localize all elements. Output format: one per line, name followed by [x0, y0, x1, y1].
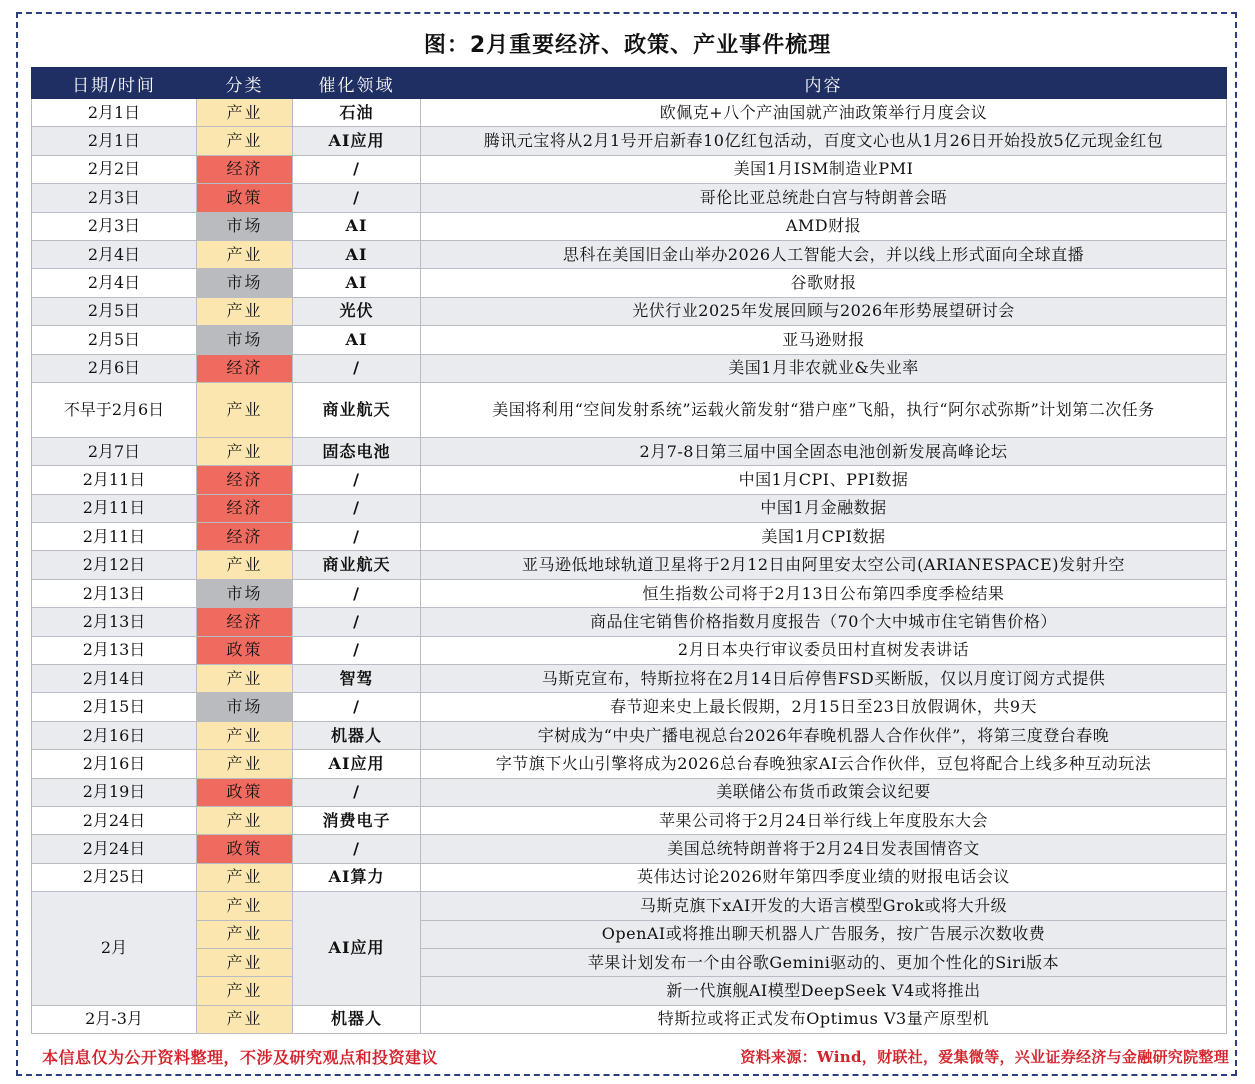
column-header-content: 内容 — [421, 68, 1227, 99]
table-row — [32, 750, 1227, 778]
field-cell: / — [293, 835, 421, 863]
field-cell: AI — [293, 212, 421, 240]
date-cell: 2月 — [32, 892, 197, 1006]
field-cell: / — [293, 693, 421, 721]
content-cell: 马斯克旗下xAI开发的大语言模型Grok或将大升级 — [421, 892, 1227, 920]
field-cell: / — [293, 155, 421, 183]
table-row — [32, 354, 1227, 382]
column-header-date: 日期/时间 — [32, 68, 197, 99]
source-note: 资料来源：Wind，财联社，爱集微等，兴业证券经济与金融研究院整理 — [740, 1048, 1229, 1066]
content-cell: 2月日本央行审议委员田村直树发表讲话 — [421, 636, 1227, 664]
content-cell: 腾讯元宝将从2月1号开启新春10亿红包活动，百度文心也从1月26日开始投放5亿元现金红包 — [421, 127, 1227, 155]
content-cell: 美国将利用“空间发射系统”运载火箭发射“猎户座”飞船，执行“阿尔忒弥斯”计划第二次任务 — [421, 382, 1227, 437]
page-title: 图：2月重要经济、政策、产业事件梳理 — [423, 33, 832, 58]
content-cell: 哥伦比亚总统赴白宫与特朗普会晤 — [421, 184, 1227, 212]
content-cell: 中国1月金融数据 — [421, 494, 1227, 522]
date-cell: 2月1日 — [32, 99, 197, 127]
content-cell: 春节迎来史上最长假期，2月15日至23日放假调休，共9天 — [421, 693, 1227, 721]
table-row — [32, 297, 1227, 325]
content-cell: 宇树成为“中央广播电视总台2026年春晚机器人合作伙伴”，将第三度登台春晚 — [421, 721, 1227, 749]
date-cell: 2月1日 — [32, 127, 197, 155]
field-cell: / — [293, 466, 421, 494]
table-row — [32, 184, 1227, 212]
date-cell: 2月3日 — [32, 184, 197, 212]
category-badge: 市场 — [197, 579, 293, 607]
field-cell: AI — [293, 240, 421, 268]
field-cell: 商业航天 — [293, 551, 421, 579]
field-cell: AI应用 — [293, 127, 421, 155]
field-cell: AI应用 — [293, 892, 421, 1006]
date-cell: 2月2日 — [32, 155, 197, 183]
table-row — [32, 437, 1227, 465]
content-cell: AMD财报 — [421, 212, 1227, 240]
table-row — [32, 127, 1227, 155]
category-badge: 经济 — [197, 155, 293, 183]
table-row — [32, 579, 1227, 607]
date-cell: 2月15日 — [32, 693, 197, 721]
date-cell: 2月13日 — [32, 636, 197, 664]
category-badge: 产业 — [197, 297, 293, 325]
date-cell: 2月6日 — [32, 354, 197, 382]
category-badge: 政策 — [197, 778, 293, 806]
table-row — [32, 382, 1227, 437]
disclaimer-note: 本信息仅为公开资料整理，不涉及研究观点和投资建议 — [42, 1048, 439, 1067]
date-cell: 2月24日 — [32, 835, 197, 863]
field-cell: / — [293, 579, 421, 607]
table-row — [32, 835, 1227, 863]
date-cell: 2月11日 — [32, 494, 197, 522]
content-cell: 苹果公司将于2月24日举行线上年度股东大会 — [421, 806, 1227, 834]
category-badge: 市场 — [197, 326, 293, 354]
table-row — [32, 721, 1227, 749]
field-cell: AI — [293, 269, 421, 297]
category-badge: 产业 — [197, 1005, 293, 1033]
table-row — [32, 1005, 1227, 1033]
field-cell: 机器人 — [293, 721, 421, 749]
content-cell: 商品住宅销售价格指数月度报告（70个大中城市住宅销售价格） — [421, 608, 1227, 636]
table-row — [32, 693, 1227, 721]
date-cell: 2月7日 — [32, 437, 197, 465]
date-cell: 2月25日 — [32, 863, 197, 891]
content-cell: 2月7-8日第三届中国全固态电池创新发展高峰论坛 — [421, 437, 1227, 465]
date-cell: 2月24日 — [32, 806, 197, 834]
category-badge: 产业 — [197, 892, 293, 920]
field-cell: 石油 — [293, 99, 421, 127]
date-cell: 2月13日 — [32, 608, 197, 636]
content-cell: 中国1月CPI、PPI数据 — [421, 466, 1227, 494]
table-row — [32, 155, 1227, 183]
content-cell: 苹果计划发布一个由谷歌Gemini驱动的、更加个性化的Siri版本 — [421, 948, 1227, 976]
category-badge: 政策 — [197, 636, 293, 664]
category-badge: 产业 — [197, 977, 293, 1005]
table-row — [32, 494, 1227, 522]
table-header-row — [32, 68, 1227, 99]
field-cell: 商业航天 — [293, 382, 421, 437]
category-badge: 经济 — [197, 354, 293, 382]
content-cell: 马斯克宣布，特斯拉将在2月14日后停售FSD买断版，仅以月度订阅方式提供 — [421, 665, 1227, 693]
content-cell: 新一代旗舰AI模型DeepSeek V4或将推出 — [421, 977, 1227, 1005]
content-cell: 思科在美国旧金山举办2026人工智能大会，并以线上形式面向全球直播 — [421, 240, 1227, 268]
content-cell: 字节旗下火山引擎将成为2026总台春晚独家AI云合作伙伴，豆包将配合上线多种互动玩法 — [421, 750, 1227, 778]
events-table — [31, 67, 1227, 1034]
category-badge: 产业 — [197, 551, 293, 579]
field-cell: / — [293, 354, 421, 382]
content-cell: 美国1月非农就业&失业率 — [421, 354, 1227, 382]
table-row — [32, 920, 1227, 948]
date-cell: 不早于2月6日 — [32, 382, 197, 437]
table-row — [32, 778, 1227, 806]
category-badge: 产业 — [197, 665, 293, 693]
category-badge: 产业 — [197, 437, 293, 465]
date-cell: 2月3日 — [32, 212, 197, 240]
category-badge: 产业 — [197, 382, 293, 437]
table-row — [32, 269, 1227, 297]
table-row — [32, 977, 1227, 1005]
content-cell: 美联储公布货币政策会议纪要 — [421, 778, 1227, 806]
field-cell: AI — [293, 326, 421, 354]
category-badge: 产业 — [197, 721, 293, 749]
date-cell: 2月4日 — [32, 240, 197, 268]
category-badge: 经济 — [197, 494, 293, 522]
date-cell: 2月19日 — [32, 778, 197, 806]
category-badge: 市场 — [197, 269, 293, 297]
content-cell: 亚马逊财报 — [421, 326, 1227, 354]
table-row — [32, 948, 1227, 976]
field-cell: / — [293, 494, 421, 522]
field-cell: AI应用 — [293, 750, 421, 778]
category-badge: 政策 — [197, 184, 293, 212]
content-cell: 欧佩克+八个产油国就产油政策举行月度会议 — [421, 99, 1227, 127]
content-cell: 特斯拉或将正式发布Optimus V3量产原型机 — [421, 1005, 1227, 1033]
table-row — [32, 892, 1227, 920]
date-cell: 2月5日 — [32, 297, 197, 325]
date-cell: 2月12日 — [32, 551, 197, 579]
date-cell: 2月5日 — [32, 326, 197, 354]
table-row — [32, 240, 1227, 268]
table-body — [32, 99, 1227, 1034]
category-badge: 产业 — [197, 99, 293, 127]
category-badge: 政策 — [197, 835, 293, 863]
field-cell: 光伏 — [293, 297, 421, 325]
table-row — [32, 326, 1227, 354]
category-badge: 产业 — [197, 750, 293, 778]
category-badge: 经济 — [197, 466, 293, 494]
field-cell: 机器人 — [293, 1005, 421, 1033]
table-row — [32, 863, 1227, 891]
field-cell: / — [293, 523, 421, 551]
category-badge: 产业 — [197, 806, 293, 834]
table-row — [32, 636, 1227, 664]
category-badge: 产业 — [197, 863, 293, 891]
category-badge: 市场 — [197, 693, 293, 721]
table-row — [32, 212, 1227, 240]
field-cell: AI算力 — [293, 863, 421, 891]
table-row — [32, 466, 1227, 494]
table-row — [32, 806, 1227, 834]
field-cell: / — [293, 778, 421, 806]
category-badge: 产业 — [197, 920, 293, 948]
content-cell: 光伏行业2025年发展回顾与2026年形势展望研讨会 — [421, 297, 1227, 325]
category-badge: 经济 — [197, 523, 293, 551]
date-cell: 2月11日 — [32, 466, 197, 494]
column-header-field: 催化领域 — [293, 68, 421, 99]
category-badge: 经济 — [197, 608, 293, 636]
date-cell: 2月16日 — [32, 750, 197, 778]
content-cell: 亚马逊低地球轨道卫星将于2月12日由阿里安太空公司(ARIANESPACE)发射升空 — [421, 551, 1227, 579]
content-cell: 恒生指数公司将于2月13日公布第四季度季检结果 — [421, 579, 1227, 607]
table-row — [32, 99, 1227, 127]
date-cell: 2月-3月 — [32, 1005, 197, 1033]
table-row — [32, 665, 1227, 693]
column-header-category: 分类 — [197, 68, 293, 99]
field-cell: 消费电子 — [293, 806, 421, 834]
category-badge: 市场 — [197, 212, 293, 240]
content-cell: 美国总统特朗普将于2月24日发表国情咨文 — [421, 835, 1227, 863]
date-cell: 2月14日 — [32, 665, 197, 693]
field-cell: / — [293, 184, 421, 212]
content-cell: 美国1月ISM制造业PMI — [421, 155, 1227, 183]
field-cell: 固态电池 — [293, 437, 421, 465]
table-row — [32, 523, 1227, 551]
date-cell: 2月13日 — [32, 579, 197, 607]
date-cell: 2月4日 — [32, 269, 197, 297]
content-cell: 谷歌财报 — [421, 269, 1227, 297]
field-cell: / — [293, 608, 421, 636]
table-row — [32, 608, 1227, 636]
field-cell: 智驾 — [293, 665, 421, 693]
content-cell: 美国1月CPI数据 — [421, 523, 1227, 551]
table-row — [32, 551, 1227, 579]
date-cell: 2月11日 — [32, 523, 197, 551]
category-badge: 产业 — [197, 127, 293, 155]
category-badge: 产业 — [197, 240, 293, 268]
field-cell: / — [293, 636, 421, 664]
category-badge: 产业 — [197, 948, 293, 976]
content-cell: OpenAI或将推出聊天机器人广告服务，按广告展示次数收费 — [421, 920, 1227, 948]
content-cell: 英伟达讨论2026财年第四季度业绩的财报电话会议 — [421, 863, 1227, 891]
date-cell: 2月16日 — [32, 721, 197, 749]
